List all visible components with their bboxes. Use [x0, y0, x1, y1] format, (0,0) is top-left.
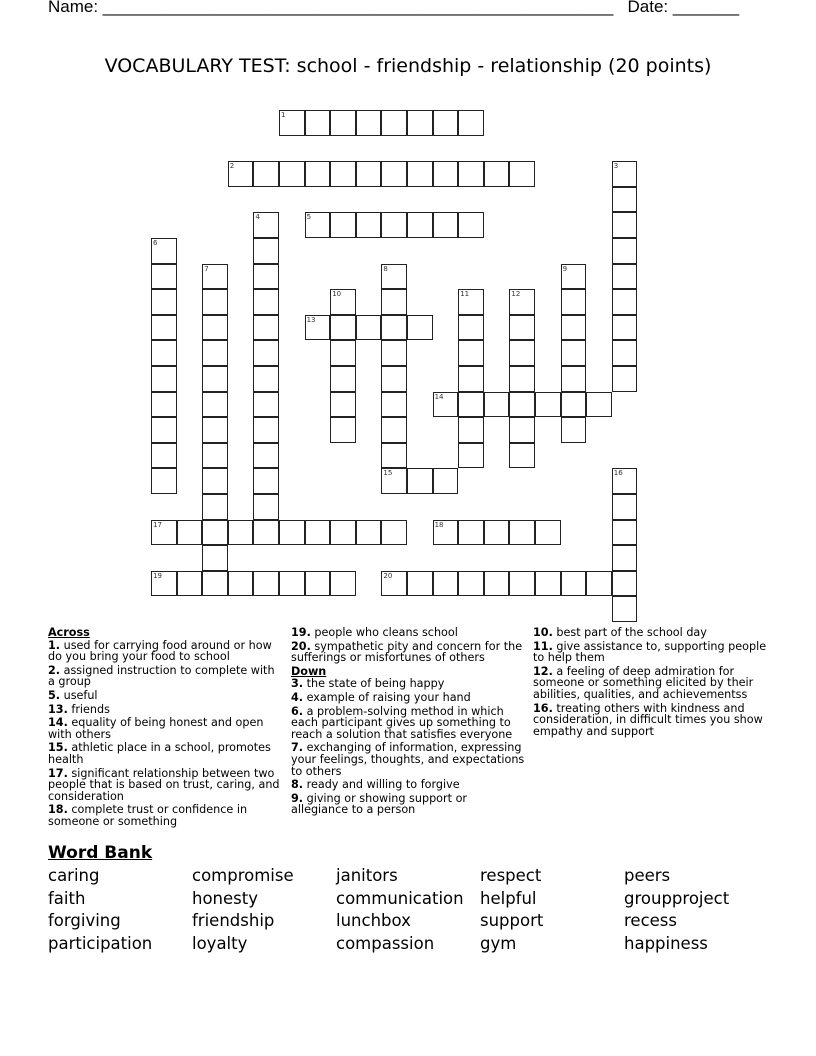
clue-number: 10: [332, 290, 342, 299]
crossword-cell[interactable]: [202, 264, 228, 290]
clue-number: 15: [383, 469, 393, 478]
across-clue: [48, 690, 284, 702]
crossword-cell[interactable]: [433, 212, 459, 238]
crossword-cell[interactable]: [612, 315, 638, 341]
clue-number: 8: [383, 264, 388, 273]
crossword-cell[interactable]: [612, 494, 638, 520]
crossword-cell[interactable]: [612, 545, 638, 571]
crossword-cell[interactable]: [509, 571, 535, 597]
clue-text: assigned instruction to complete with a group: [48, 663, 275, 689]
crossword-cell[interactable]: [484, 571, 510, 597]
word-bank-item: loyalty: [192, 933, 248, 953]
crossword-cell[interactable]: [433, 571, 459, 597]
clue-number-label: 5.: [48, 688, 61, 702]
crossword-cell[interactable]: [509, 392, 535, 418]
crossword-cell[interactable]: [535, 520, 561, 546]
clue-number-label: 6.: [291, 704, 304, 718]
crossword-cell[interactable]: [509, 417, 535, 443]
clue-text: equality of being honest and open with others: [48, 716, 264, 741]
down-heading: Down: [291, 664, 327, 678]
word-bank-item: honesty: [192, 888, 258, 908]
crossword-cell[interactable]: [458, 340, 484, 366]
word-bank-item: lunchbox: [336, 911, 411, 931]
crossword-cell[interactable]: [151, 366, 177, 392]
crossword-cell[interactable]: [356, 520, 382, 546]
crossword-cell[interactable]: [305, 212, 331, 238]
clue-number-label: 19.: [291, 626, 311, 639]
clue-text: a problem-solving method in which each participant gives up something to reach a solution that satisfies everyone: [291, 704, 513, 741]
crossword-cell[interactable]: [407, 571, 433, 597]
crossword-cell[interactable]: [330, 417, 356, 443]
crossword-cell[interactable]: [509, 340, 535, 366]
crossword-cell[interactable]: [509, 520, 535, 546]
crossword-cell[interactable]: [253, 417, 279, 443]
word-bank-item: janitors: [336, 866, 398, 885]
down-clue: [291, 742, 527, 777]
clue-text: best part of the school day: [552, 626, 707, 639]
crossword-cell[interactable]: [381, 417, 407, 443]
clue-number: 17: [153, 520, 162, 529]
clue-number: 4: [255, 213, 260, 222]
crossword-cell[interactable]: [279, 520, 305, 546]
crossword-cell[interactable]: [433, 392, 459, 418]
crossword-cell[interactable]: [458, 520, 484, 546]
across-clue: [48, 640, 284, 663]
clue-text: significant relationship between two people that is based on trust, caring, and consideration: [48, 766, 280, 803]
crossword-cell[interactable]: [330, 289, 356, 315]
word-bank-item: faith: [48, 888, 86, 908]
word-bank-item: respect: [480, 866, 542, 885]
word-bank-item: friendship: [192, 911, 275, 931]
crossword-cell[interactable]: [381, 520, 407, 546]
crossword-cell[interactable]: [151, 315, 177, 341]
word-bank-item: support: [480, 911, 544, 931]
word-bank: [48, 866, 778, 956]
clue-number-label: 14.: [48, 716, 68, 730]
clue-text: the state of being happy: [303, 677, 445, 691]
clue-number-label: 1.: [48, 638, 61, 652]
crossword-cell[interactable]: [561, 392, 587, 418]
across-clue: [48, 665, 284, 688]
clue-text: a feeling of deep admiration for someone or something elicited by their abilities, qualities, and achievementss: [533, 664, 754, 701]
crossword-cell[interactable]: [381, 110, 407, 136]
crossword-cell[interactable]: [330, 392, 356, 418]
crossword-cell[interactable]: [202, 494, 228, 520]
crossword-cell[interactable]: [151, 289, 177, 315]
crossword-cell[interactable]: [202, 392, 228, 418]
crossword-cell[interactable]: [330, 520, 356, 546]
crossword-cell[interactable]: [305, 571, 331, 597]
clue-number-label: 2.: [48, 663, 61, 677]
crossword-cell[interactable]: [381, 366, 407, 392]
crossword-cell[interactable]: [253, 366, 279, 392]
word-bank-item: peers: [624, 866, 671, 885]
crossword-cell[interactable]: [253, 392, 279, 418]
crossword-cell[interactable]: [279, 110, 305, 136]
crossword-cell[interactable]: [612, 340, 638, 366]
clues-column-1: [48, 627, 284, 830]
crossword-cell[interactable]: [202, 340, 228, 366]
crossword-cell[interactable]: [561, 366, 587, 392]
crossword-cell[interactable]: [433, 468, 459, 494]
word-bank-item: forgiving: [48, 911, 121, 931]
crossword-cell[interactable]: [458, 110, 484, 136]
crossword-cell[interactable]: [561, 340, 587, 366]
word-bank-item: compromise: [192, 866, 294, 885]
crossword-cell[interactable]: [253, 340, 279, 366]
crossword-cell[interactable]: [330, 110, 356, 136]
crossword-cell[interactable]: [151, 340, 177, 366]
crossword-cell[interactable]: [612, 468, 638, 494]
clue-number: 9: [562, 264, 568, 273]
crossword-cell[interactable]: [381, 392, 407, 418]
down-clue: [533, 641, 773, 664]
down-clue: [291, 678, 527, 690]
crossword-cell[interactable]: [356, 161, 382, 187]
crossword-cell[interactable]: [458, 212, 484, 238]
clue-number: 7: [204, 264, 209, 273]
crossword-cell[interactable]: [407, 212, 433, 238]
crossword-cell[interactable]: [305, 110, 331, 136]
crossword-cell[interactable]: [433, 161, 459, 187]
clue-number: 18: [434, 520, 444, 529]
clue-number-label: 12.: [533, 664, 553, 678]
across-clue: [48, 804, 284, 827]
crossword-cell[interactable]: [253, 238, 279, 264]
crossword-cell[interactable]: [202, 571, 228, 597]
crossword-cell[interactable]: [202, 545, 228, 571]
page-title: VOCABULARY TEST: school - friendship - relationship (20 points): [104, 55, 712, 77]
crossword-cell[interactable]: [202, 289, 228, 315]
clue-number: 3: [613, 162, 619, 171]
clue-text: useful: [60, 688, 98, 702]
clue-number-label: 10.: [533, 626, 553, 639]
crossword-cell[interactable]: [253, 571, 279, 597]
crossword-cell[interactable]: [381, 161, 407, 187]
crossword-cell[interactable]: [407, 161, 433, 187]
crossword-cell[interactable]: [253, 468, 279, 494]
crossword-cell[interactable]: [228, 520, 254, 546]
crossword-cell[interactable]: [509, 366, 535, 392]
crossword-cell[interactable]: [253, 212, 279, 238]
clue-text: give assistance to, supporting people to help them: [533, 639, 767, 665]
crossword-cell[interactable]: [330, 161, 356, 187]
crossword-cell[interactable]: [509, 289, 535, 315]
clue-text: treating others with kindness and consideration, in difficult times you show empathy and support: [533, 701, 763, 738]
crossword-cell[interactable]: [381, 340, 407, 366]
crossword-cell[interactable]: [612, 571, 638, 597]
clue-text: friends: [67, 702, 110, 716]
crossword-cell[interactable]: [484, 520, 510, 546]
crossword-cell[interactable]: [612, 212, 638, 238]
clue-number-label: 9.: [291, 791, 304, 805]
word-bank-heading: Word Bank: [48, 843, 153, 863]
down-clue: [291, 692, 527, 704]
crossword-cell[interactable]: [151, 443, 177, 469]
crossword-cell[interactable]: [330, 315, 356, 341]
crossword-cell[interactable]: [484, 392, 510, 418]
word-bank-item: helpful: [480, 888, 537, 908]
crossword-cell[interactable]: [612, 520, 638, 546]
crossword-cell[interactable]: [561, 417, 587, 443]
across-clue: [48, 717, 284, 740]
crossword-cell[interactable]: [228, 161, 254, 187]
clue-number: 6: [153, 239, 158, 247]
crossword-cell[interactable]: [151, 392, 177, 418]
crossword-cell[interactable]: [561, 264, 587, 290]
crossword-cell[interactable]: [381, 289, 407, 315]
word-bank-item: compassion: [336, 933, 435, 953]
clue-number-label: 7.: [291, 741, 304, 755]
clue-number: 5: [306, 213, 312, 222]
word-bank-item: groupproject: [624, 888, 730, 908]
clue-text: complete trust or confidence in someone or something: [48, 803, 248, 828]
crossword-cell[interactable]: [433, 520, 459, 546]
crossword-cell[interactable]: [381, 315, 407, 341]
crossword-cell[interactable]: [509, 315, 535, 341]
crossword-cell[interactable]: [253, 264, 279, 290]
crossword-cell[interactable]: [151, 417, 177, 443]
crossword-cell[interactable]: [458, 315, 484, 341]
crossword-cell[interactable]: [509, 161, 535, 187]
clue-number-label: 11.: [533, 639, 553, 653]
across-clue: [291, 627, 527, 639]
clue-number-label: 16.: [533, 701, 553, 715]
crossword-cell[interactable]: [356, 110, 382, 136]
crossword-cell[interactable]: [458, 417, 484, 443]
name-field[interactable]: Name: ______________________________________________________: [48, 0, 614, 16]
crossword-cell[interactable]: [612, 161, 638, 187]
crossword-cell[interactable]: [612, 366, 638, 392]
crossword-cell[interactable]: [202, 315, 228, 341]
crossword-cell[interactable]: [151, 468, 177, 494]
crossword-cell[interactable]: [612, 596, 638, 622]
clue-text: ready and willing to forgive: [303, 778, 460, 792]
crossword-cell[interactable]: [177, 520, 203, 546]
across-clue: [48, 742, 284, 765]
clue-number-label: 18.: [48, 803, 68, 817]
down-clue: [291, 793, 527, 816]
crossword-cell[interactable]: [535, 392, 561, 418]
clue-number-label: 17.: [48, 766, 68, 780]
clue-text: exchanging of information, expressing your feelings, thoughts, and expectations to others: [291, 741, 525, 778]
crossword-cell[interactable]: [509, 443, 535, 469]
crossword-cell[interactable]: [151, 571, 177, 597]
crossword-cell[interactable]: [458, 289, 484, 315]
crossword-cell[interactable]: [253, 520, 279, 546]
crossword-cell[interactable]: [458, 571, 484, 597]
clue-number: 1: [281, 111, 286, 119]
word-bank-item: happiness: [624, 933, 708, 953]
clue-number: 11: [460, 290, 470, 299]
crossword-cell[interactable]: [305, 161, 331, 187]
clue-number: 13: [306, 315, 316, 324]
clue-number: 14: [434, 392, 444, 401]
crossword-cell[interactable]: [305, 520, 331, 546]
clues-column-3: [533, 627, 773, 739]
crossword-cell[interactable]: [381, 443, 407, 469]
down-clue: [291, 706, 527, 741]
clue-number-label: 8.: [291, 778, 304, 792]
crossword-cell[interactable]: [279, 161, 305, 187]
crossword-cell[interactable]: [458, 392, 484, 418]
crossword-cell[interactable]: [228, 571, 254, 597]
crossword-cell[interactable]: [561, 315, 587, 341]
date-field[interactable]: Date: _______: [627, 0, 740, 16]
word-bank-item: gym: [480, 933, 517, 953]
crossword-cell[interactable]: [458, 443, 484, 469]
crossword-cell[interactable]: [381, 571, 407, 597]
down-clue: [533, 666, 773, 701]
across-heading: Across: [48, 626, 90, 639]
clue-number: 16: [613, 469, 623, 478]
crossword-cell[interactable]: [561, 571, 587, 597]
clue-text: example of raising your hand: [303, 690, 471, 704]
clue-text: people who cleans school: [310, 626, 458, 639]
word-bank-item: caring: [48, 866, 100, 885]
crossword-cell[interactable]: [202, 417, 228, 443]
crossword-cell[interactable]: [202, 468, 228, 494]
clue-number-label: 20.: [291, 639, 311, 653]
clue-text: athletic place in a school, promotes health: [48, 741, 271, 766]
crossword-cell[interactable]: [612, 187, 638, 213]
crossword-cell[interactable]: [202, 520, 228, 546]
clue-text: used for carrying food around or how do you bring your food to school: [48, 638, 272, 664]
across-clue: [48, 768, 284, 803]
word-bank-item: recess: [624, 911, 677, 931]
crossword-cell[interactable]: [407, 468, 433, 494]
down-clue: [533, 627, 773, 639]
crossword-cell[interactable]: [305, 315, 331, 341]
clue-number-label: 15.: [48, 741, 68, 755]
crossword-cell[interactable]: [407, 315, 433, 341]
crossword-cell[interactable]: [202, 443, 228, 469]
crossword-cell[interactable]: [330, 212, 356, 238]
crossword-cell[interactable]: [151, 520, 177, 546]
crossword-cell[interactable]: [612, 238, 638, 264]
crossword-cell[interactable]: [330, 366, 356, 392]
crossword-cell[interactable]: [381, 264, 407, 290]
crossword-cell[interactable]: [586, 392, 612, 418]
crossword-cell[interactable]: [433, 110, 459, 136]
crossword-cell[interactable]: [381, 468, 407, 494]
crossword-cell[interactable]: [561, 289, 587, 315]
down-clue: [533, 703, 773, 738]
crossword-cell[interactable]: [458, 366, 484, 392]
crossword-cell[interactable]: [535, 571, 561, 597]
word-bank-item: participation: [48, 933, 153, 953]
clue-text: sympathetic pity and concern for the sufferings or misfortunes of others: [291, 639, 523, 665]
crossword-cell[interactable]: [253, 289, 279, 315]
across-clue: [291, 641, 527, 664]
crossword-cell[interactable]: [279, 571, 305, 597]
crossword-cell[interactable]: [177, 571, 203, 597]
crossword-cell[interactable]: [330, 571, 356, 597]
crossword-cell[interactable]: [612, 289, 638, 315]
crossword-cell[interactable]: [253, 315, 279, 341]
clue-number-label: 13.: [48, 702, 68, 716]
crossword-cell[interactable]: [586, 571, 612, 597]
word-bank-item: communication: [336, 888, 464, 908]
crossword-cell[interactable]: [356, 212, 382, 238]
crossword-cell[interactable]: [202, 366, 228, 392]
crossword-cell[interactable]: [253, 443, 279, 469]
clues-column-2: [291, 627, 527, 818]
clue-number: 19: [153, 571, 162, 580]
clue-number-label: 3.: [291, 677, 304, 691]
crossword-cell[interactable]: [253, 494, 279, 520]
crossword-cell[interactable]: [381, 212, 407, 238]
across-clue: [48, 704, 284, 716]
clue-number: 12: [511, 290, 521, 299]
clue-number-label: 4.: [291, 690, 304, 704]
clue-number: 2: [229, 162, 235, 171]
crossword-cell[interactable]: [356, 315, 382, 341]
crossword-cell[interactable]: [253, 161, 279, 187]
crossword-cell[interactable]: [330, 340, 356, 366]
crossword-cell[interactable]: [151, 238, 177, 264]
crossword-cell[interactable]: [458, 161, 484, 187]
crossword-cell[interactable]: [484, 161, 510, 187]
crossword-cell[interactable]: [151, 264, 177, 290]
down-clue: [291, 779, 527, 791]
crossword-cell[interactable]: [612, 264, 638, 290]
crossword-cell[interactable]: [407, 110, 433, 136]
clue-text: giving or showing support or allegiance to a person: [291, 791, 468, 817]
clue-number: 20: [383, 571, 393, 580]
